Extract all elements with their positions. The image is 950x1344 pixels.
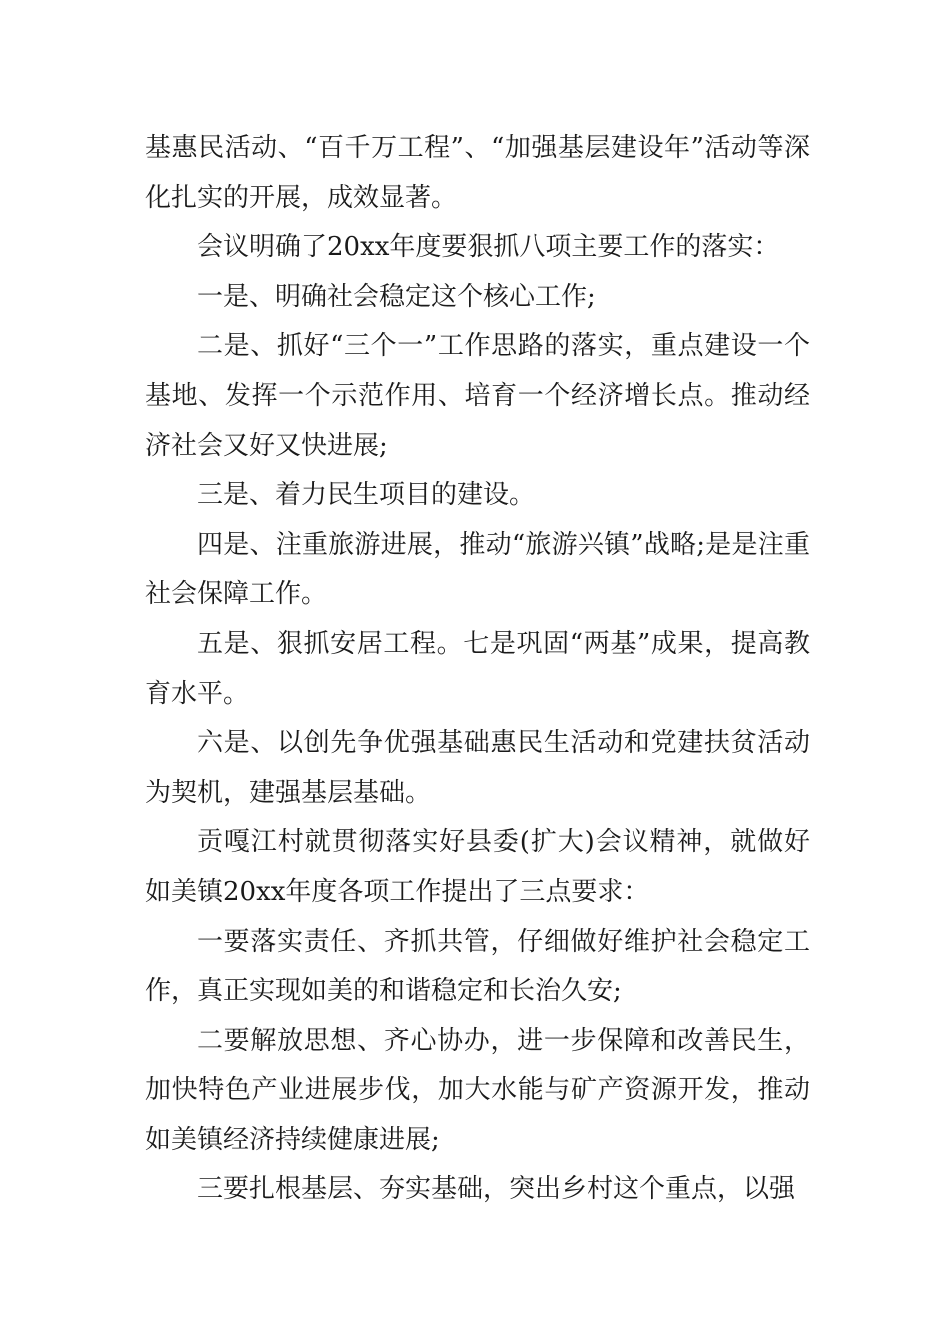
paragraph: 基惠民活动、“百千万工程”、“加强基层建设年”活动等深化扎实的开展，成效显著。: [145, 133, 810, 213]
paragraph: 二要解放思想、齐心协办，进一步保障和改善民生，加快特色产业进展步伐，加大水能与矿产资源开发，推动如美镇经济持续健康进展;: [145, 1025, 810, 1155]
paragraph: 五是、狠抓安居工程。七是巩固“两基”成果，提高教育水平。: [145, 628, 810, 709]
paragraph: 四是、注重旅游进展，推动“旅游兴镇”战略;是是注重社会保障工作。: [145, 529, 810, 610]
paragraph: 二是、抓好“三个一”工作思路的落实，重点建设一个基地、发挥一个示范作用、培育一个经济增长点。推动经济社会又好又快进展;: [145, 331, 810, 461]
paragraph: 一是、明确社会稳定这个核心工作;: [197, 281, 596, 312]
paragraph: 三要扎根基层、夯实基础，突出乡村这个重点，以强: [197, 1174, 796, 1205]
body-text: [145, 124, 810, 1215]
paragraph: 六是、以创先争优强基础惠民生活动和党建扶贫活动为契机，建强基层基础。: [145, 728, 810, 808]
paragraph: 三是、着力民生项目的建设。: [197, 480, 536, 511]
paragraph: 贡嘎江村就贯彻落实好县委(扩大)会议精神，就做好如美镇20xx年度各项工作提出了三点要求：: [145, 827, 810, 907]
paragraph: 一要落实责任、齐抓共管，仔细做好维护社会稳定工作，真正实现如美的和谐稳定和长治久安;: [145, 926, 810, 1007]
paragraph: 会议明确了20xx年度要狠抓八项主要工作的落实：: [197, 232, 780, 263]
